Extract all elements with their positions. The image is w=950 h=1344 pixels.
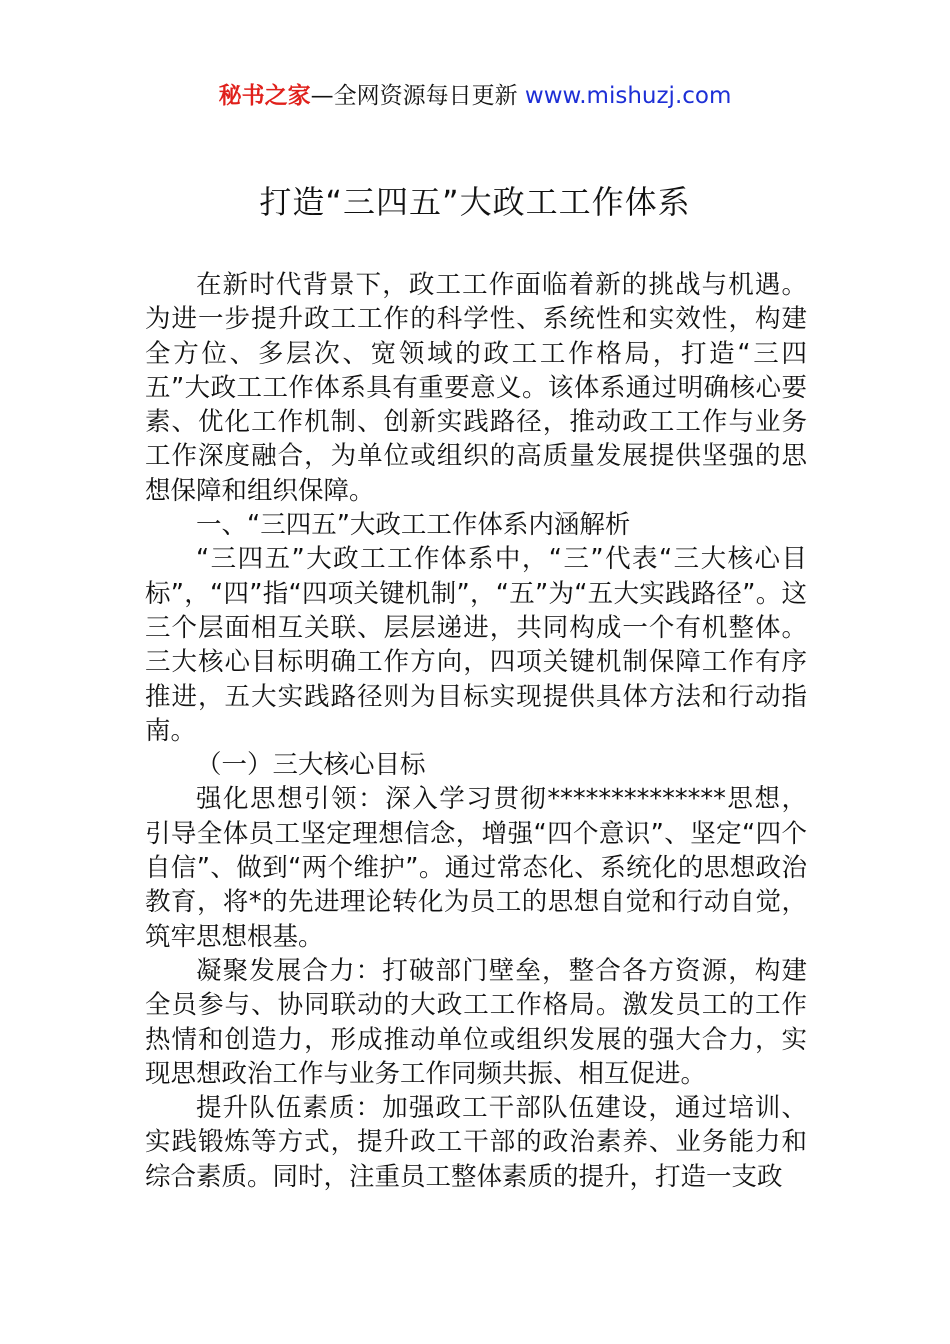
document-body: [145, 268, 807, 1194]
intro-paragraph: 在新时代背景下，政工工作面临着新的挑战与机遇。为进一步提升政工工作的科学性、系统性和实效性，构建全方位、多层次、宽领域的政工工作格局，打造“三四五”大政工工作体系具有重要意义。该体系通过明确核心要素、优化工作机制、创新实践路径，推动政工工作与业务工作深度融合，为单位或组织的高质量发展提供坚强的思想保障和组织保障。: [145, 270, 807, 506]
site-url-link[interactable]: www.mishuzj.com: [524, 83, 732, 109]
body-paragraph: 强化思想引领：深入学习贯彻**************思想，引导全体员工坚定理想信念，增强“四个意识”、坚定“四个自信”、做到“两个维护”。通过常态化、系统化的思想政治教育，将*的先进理论转化为员工的思想自觉和行动自觉，筑牢思想根基。: [145, 784, 807, 952]
site-header: [0, 80, 950, 112]
subsection-heading: （一）三大核心目标: [196, 750, 426, 781]
body-paragraph: “三四五”大政工工作体系中，“三”代表“三大核心目标”，“四”指“四项关键机制”，“五”为“五大实践路径”。这三个层面相互关联、层层递进，共同构成一个有机整体。三大核心目标明确工作方向，四项关键机制保障工作有序推进，五大实践路径则为目标实现提供具体方法和行动指南。: [145, 544, 807, 746]
site-tagline: —全网资源每日更新: [310, 83, 525, 109]
body-paragraph: 提升队伍素质：加强政工干部队伍建设，通过培训、实践锻炼等方式，提升政工干部的政治素养、业务能力和综合素质。同时，注重员工整体素质的提升，打造一支政: [145, 1093, 807, 1192]
section-heading: 一、“三四五”大政工工作体系内涵解析: [196, 510, 631, 541]
body-paragraph: 凝聚发展合力：打破部门壁垒，整合各方资源，构建全员参与、协同联动的大政工工作格局。激发员工的工作热情和创造力，形成推动单位或组织发展的强大合力，实现思想政治工作与业务工作同频共振、相互促进。: [145, 955, 807, 1089]
site-brand: 秘书之家: [218, 83, 311, 109]
document-title: 打造“三四五”大政工工作体系: [259, 183, 691, 221]
